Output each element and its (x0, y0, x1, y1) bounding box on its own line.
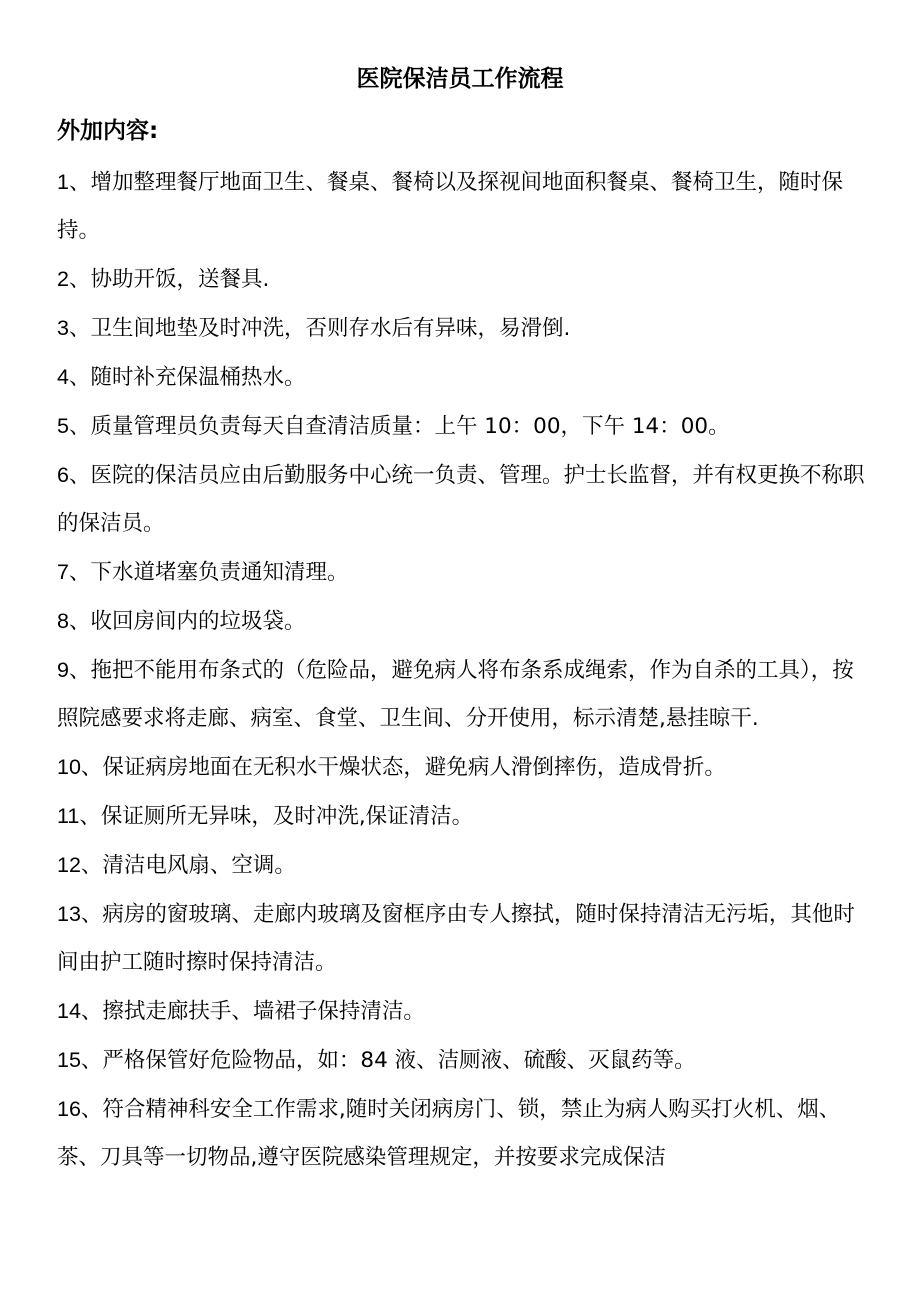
item-number: 8、 (57, 609, 91, 633)
list-item (57, 646, 875, 743)
list-item (57, 304, 875, 353)
item-text: 卫生间地垫及时冲洗，否则存水后有异味，易滑倒. (90, 316, 571, 341)
list-item (57, 987, 875, 1036)
item-number: 4、 (57, 365, 91, 389)
item-number: 6、 (57, 463, 91, 487)
list-item (57, 158, 875, 255)
item-number: 14、 (57, 999, 103, 1023)
section-heading: 外加内容: (57, 118, 159, 144)
item-text: 保证病房地面在无积水干燥状态，避免病人滑倒摔伤，造成骨折。 (102, 755, 726, 780)
item-text: 清洁电风扇、空调。 (102, 853, 296, 878)
item-text: 病房的窗玻璃、走廊内玻璃及窗框序由专人擦拭，随时保持清洁无污垢，其他时间由护工随时擦时保持清洁。 (57, 902, 855, 975)
item-number: 11、 (57, 804, 101, 828)
list-item (57, 353, 875, 402)
list-item (57, 548, 875, 597)
document-title: 医院保洁员工作流程 (356, 66, 564, 92)
list-item (57, 402, 875, 451)
item-text: 下水道堵塞负责通知清理。 (90, 560, 349, 585)
list-item (57, 451, 875, 548)
item-text: 保证厕所无异味，及时冲洗,保证清洁。 (100, 804, 474, 829)
item-number: 5、 (57, 414, 91, 438)
list-item (57, 743, 875, 792)
item-number: 10、 (57, 755, 103, 779)
item-text: 擦拭走廊扶手、墙裙子保持清洁。 (102, 999, 425, 1024)
item-number: 1、 (57, 170, 91, 194)
item-text: 符合精神科安全工作需求,随时关闭病房门、锁，禁止为病人购买打火机、烟、茶、刀具等一切物品,遵守医院感染管理规定，并按要求完成保洁 (57, 1097, 841, 1170)
item-number: 15、 (57, 1048, 103, 1072)
list-item (57, 255, 875, 304)
list-item (57, 1085, 875, 1182)
item-text: 收回房间内的垃圾袋。 (90, 609, 306, 634)
list-item (57, 597, 875, 646)
item-number: 12、 (57, 853, 103, 877)
item-text: 质量管理员负责每天自查清洁质量：上午 10：00，下午 14：00。 (90, 414, 730, 439)
list-item (57, 890, 875, 987)
list-item (57, 841, 875, 890)
item-number: 9、 (57, 658, 91, 682)
item-number: 3、 (57, 316, 91, 340)
item-number: 16、 (57, 1097, 103, 1121)
list-item (57, 792, 875, 841)
item-text: 严格保管好危险物品，如：84 液、洁厕液、硫酸、灭鼠药等。 (102, 1048, 696, 1073)
item-number: 13、 (57, 902, 103, 926)
item-number: 7、 (57, 560, 91, 584)
item-number: 2、 (57, 267, 91, 291)
item-text: 随时补充保温桶热水。 (90, 365, 306, 390)
item-text: 拖把不能用布条式的（危险品，避免病人将布条系成绳索，作为自杀的工具），按照院感要求将走廊、病室、食堂、卫生间、分开使用，标示清楚,悬挂晾干. (57, 658, 854, 731)
item-list (57, 158, 875, 1182)
item-text: 医院的保洁员应由后勤服务中心统一负责、管理。护士长监督，并有权更换不称职的保洁员。 (57, 463, 865, 536)
item-text: 协助开饭，送餐具. (90, 267, 270, 292)
item-text: 增加整理餐厅地面卫生、餐桌、餐椅以及探视间地面积餐桌、餐椅卫生，随时保持。 (57, 170, 843, 243)
list-item (57, 1036, 875, 1085)
